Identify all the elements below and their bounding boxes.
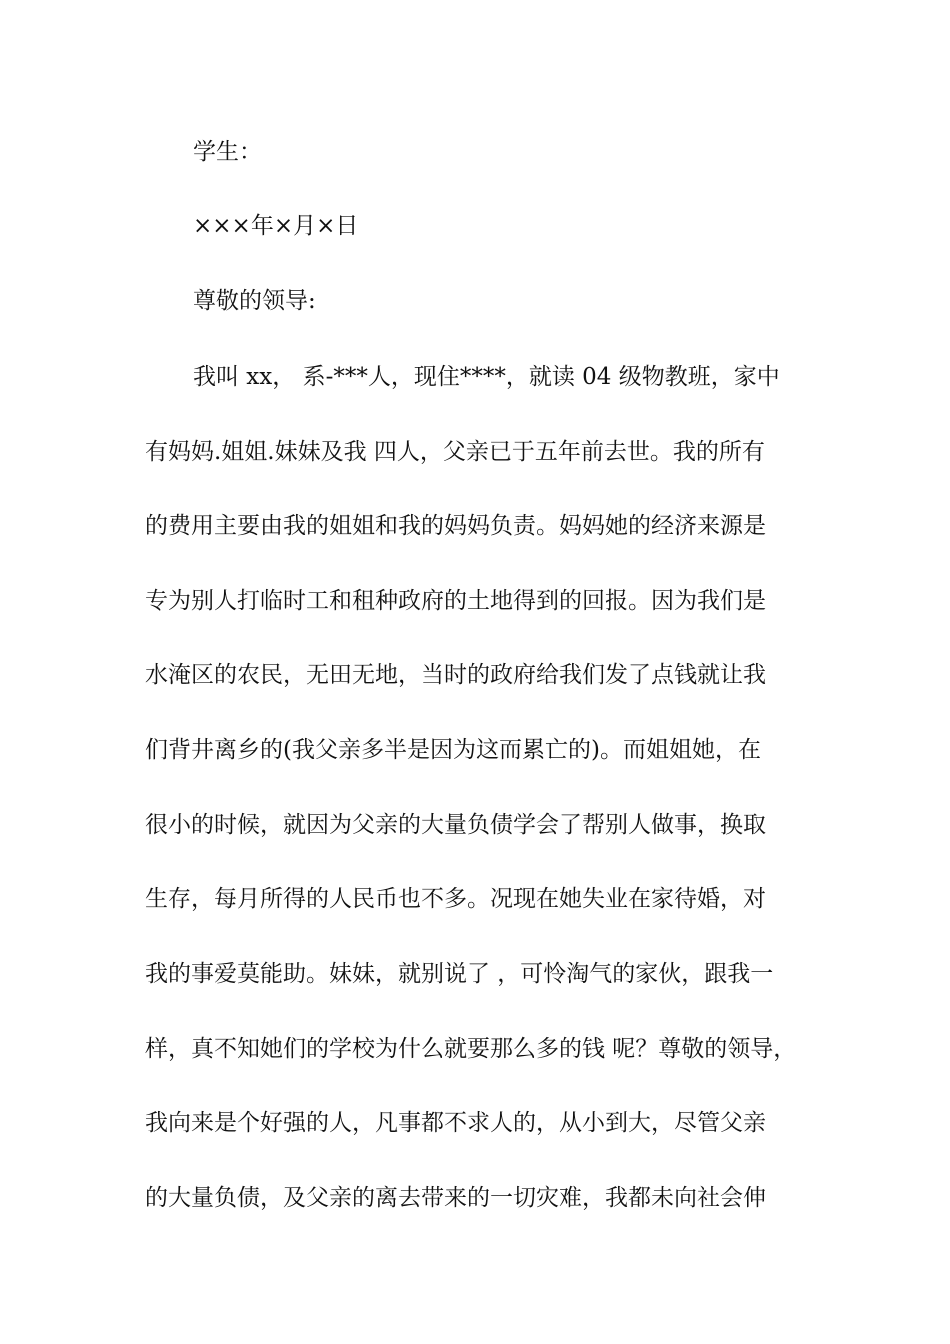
body-line: 样，真不知她们的学校为什么就要那么多的钱 呢？尊敬的领导， — [145, 1036, 797, 1062]
body-line: 的费用主要由我的姐姐和我的妈妈负责。妈妈她的经济来源是 — [145, 513, 766, 539]
date-line: ×××年×月×日 — [193, 213, 359, 239]
body-line: 水淹区的农民，无田无地，当时的政府给我们发了点钱就让我 — [145, 662, 766, 688]
body-line: 们背井离乡的(我父亲多半是因为这而累亡的)。而姐姐她，在 — [145, 737, 761, 763]
body-line: 生存，每月所得的人民币也不多。况现在她失业在家待婚，对 — [145, 886, 766, 912]
body-line: 我叫 xx， 系-***人，现住****，就读 04 级物教班，家中 — [193, 364, 780, 390]
salutation: 尊敬的领导: — [193, 288, 316, 314]
body-line: 专为别人打临时工和租种政府的土地得到的回报。因为我们是 — [145, 588, 766, 614]
body-line: 有妈妈.姐姐.妹妹及我 四人，父亲已于五年前去世。我的所有 — [145, 439, 765, 465]
body-line: 很小的时候，就因为父亲的大量负债学会了帮别人做事，换取 — [145, 812, 766, 838]
student-label: 学生： — [193, 139, 262, 165]
body-line: 我的事爱莫能助。妹妹，就别说了 ，可怜淘气的家伙，跟我一 — [145, 961, 774, 987]
body-line: 我向来是个好强的人，凡事都不求人的，从小到大，尽管父亲 — [145, 1110, 766, 1136]
body-line: 的大量负债，及父亲的离去带来的一切灾难，我都未向社会伸 — [145, 1185, 766, 1211]
